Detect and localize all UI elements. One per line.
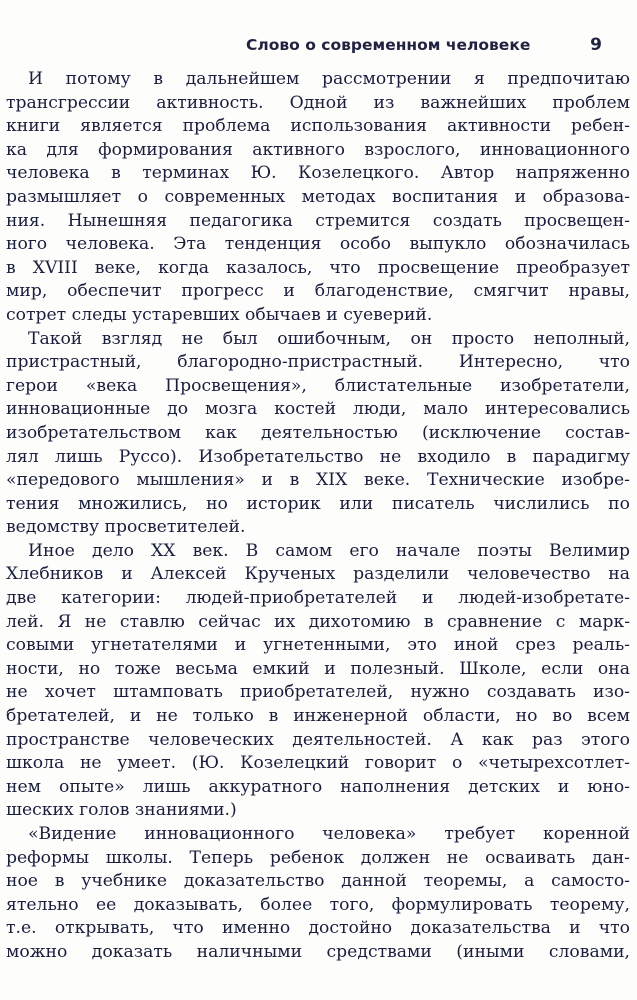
text-line: не хочет штамповать приобретателей, нужно создавать изо-	[6, 682, 630, 703]
text-line: т.е. открывать, что именно достойно доказательства и что	[6, 918, 630, 939]
text-line: реформы школы. Теперь ребенок должен не осваивать дан-	[6, 847, 630, 868]
text-line: ности, но тоже весьма емкий и полезный. Школе, если она	[6, 658, 630, 679]
text-line: ное в учебнике доказательство данной теоремы, а самосто-	[6, 871, 630, 892]
text-line: в XVIII веке, когда казалось, что просвещение преобразует	[6, 257, 630, 278]
text-line: шеских голов знаниями.)	[6, 800, 237, 821]
text-line: тения множились, но историк или писатель числились по	[6, 493, 630, 514]
paragraph	[6, 540, 630, 823]
text-line: можно доказать наличными средствами (иными словами,	[6, 941, 630, 962]
running-title: Слово о современном человеке	[246, 36, 531, 54]
text-line: Такой взгляд не был ошибочным, он просто неполный,	[28, 328, 630, 349]
text-line: лял лишь Руссо). Изобретательство не входило в парадигму	[6, 446, 630, 467]
text-line: пространстве человеческих деятельностей. А как раз этого	[6, 729, 630, 750]
text-line: инновационные до мозга костей люди, мало интересовались	[6, 399, 630, 420]
text-line: сотрет следы устаревших обычаев и суеверий.	[6, 304, 433, 325]
body-text	[6, 68, 630, 965]
text-line: трансгрессии активность. Одной из важнейших проблем	[6, 92, 630, 113]
page-number: 9	[590, 35, 602, 55]
text-line: книги является проблема использования активности ребен-	[6, 116, 630, 137]
text-line: «Видение инновационного человека» требует коренной	[28, 824, 630, 844]
text-line: И потому в дальнейшем рассмотрении я предпочитаю	[28, 69, 630, 89]
text-line: размышляет о современных методах воспитания и образова-	[6, 186, 630, 207]
running-head	[246, 36, 606, 60]
text-line: Иное дело XX век. В самом его начале поэты Велимир	[28, 540, 630, 561]
text-line: совыми угнетателями и угнетенными, это иной срез реаль-	[6, 635, 630, 656]
paragraph	[6, 823, 630, 965]
text-line: «передового мышления» и в XIX веке. Технические изобре-	[6, 470, 630, 491]
text-line: герои «века Просвещения», блистательные изобретатели,	[6, 375, 630, 396]
text-line: ятельно ее доказывать, более того, формулировать теорему,	[6, 894, 630, 915]
text-line: ка для формирования активного взрослого, инновационного	[6, 139, 630, 160]
text-line: мир, обеспечит прогресс и благоденствие, смягчит нравы,	[6, 281, 630, 302]
text-line: школа не умеет. (Ю. Козелецкий говорит о «четырехсотлет-	[6, 753, 630, 774]
text-line: человека в терминах Ю. Козелецкого. Автор напряженно	[6, 163, 630, 184]
text-line: нем опыте» лишь аккуратного наполнения детских и юно-	[6, 776, 630, 797]
text-line: бретателей, и не только в инженерной области, но во всем	[6, 706, 630, 727]
text-line: пристрастный, благородно-пристрастный. Интересно, что	[6, 352, 630, 373]
paragraph	[6, 68, 630, 328]
paragraph	[6, 328, 630, 540]
text-line: ведомству просветителей.	[6, 517, 246, 538]
text-line: лей. Я не ставлю сейчас их дихотомию в сравнение с марк-	[6, 611, 630, 632]
text-line: ного человека. Эта тенденция особо выпукло обозначилась	[6, 234, 630, 255]
text-line: Хлебников и Алексей Крученых разделили человечество на	[6, 564, 630, 585]
text-line: ния. Нынешняя педагогика стремится создать просвещен-	[6, 210, 630, 231]
text-line: две категории: людей-приобретателей и людей-изобретате-	[6, 588, 630, 609]
text-line: изобретательством как деятельностью (исключение состав-	[6, 422, 630, 443]
